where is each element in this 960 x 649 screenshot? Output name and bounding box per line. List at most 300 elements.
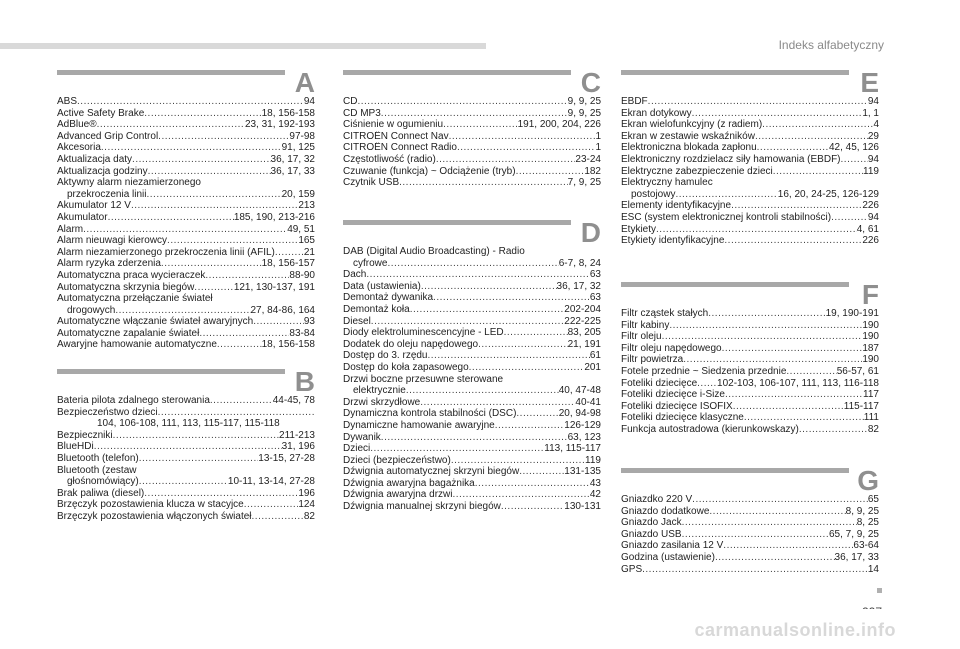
entry-pages: 40, 47-48 <box>558 385 601 397</box>
entry-pages: 49, 51 <box>287 223 315 235</box>
index-entry <box>621 235 879 247</box>
entry-term: Ekran wielofunkcyjny (z radiem) <box>621 119 763 131</box>
entry-pages: 36, 17, 33 <box>270 165 315 177</box>
entry-pages: 16, 20, 24-25, 126-129 <box>777 188 879 200</box>
section-header <box>621 278 879 308</box>
index-entry <box>57 224 315 236</box>
entry-leader-dots <box>210 395 273 407</box>
entry-term: Diesel <box>343 315 371 327</box>
entry-leader-dots <box>148 166 271 178</box>
entry-term: Bateria pilota zdalnego sterowania <box>57 395 210 406</box>
entry-pages: 190 <box>862 331 879 343</box>
entry-pages: 185, 190, 213-216 <box>233 211 315 223</box>
entry-term: Ciśnienie w ogumieniu <box>343 119 444 131</box>
entry-term: Brzęczyk pozostawienia włączonych świateł <box>57 510 252 522</box>
entry-pages: 93 <box>303 316 315 328</box>
entry-term: Dach <box>343 269 367 281</box>
entry-pages: 191, 200, 204, 226 <box>517 119 601 131</box>
section-header <box>621 464 879 494</box>
entry-pages: 187 <box>862 342 879 354</box>
entry-term: Filtr oleju <box>621 331 662 343</box>
section-letter: G <box>857 465 879 496</box>
index-entry <box>343 304 601 316</box>
entry-leader-dots <box>762 119 873 131</box>
index-entry <box>57 441 315 453</box>
index-entry <box>343 489 601 501</box>
index-entry <box>57 108 315 120</box>
entry-pages: 131-135 <box>564 466 601 478</box>
index-entry <box>343 142 601 154</box>
entry-leader-dots <box>161 258 262 270</box>
entry-pages: 182 <box>584 165 601 177</box>
entry-pages: 113, 115-117 <box>544 443 601 455</box>
entry-term: Filtr powietrza <box>621 354 684 366</box>
entry-term: Akumulator <box>57 211 108 223</box>
index-entry <box>57 247 315 259</box>
section-divider <box>621 282 849 287</box>
index-entry <box>57 154 315 166</box>
entry-leader-dots <box>443 119 518 131</box>
entry-leader-dots <box>370 443 544 455</box>
entry-term: Alarm ryzyka zderzenia <box>57 258 161 270</box>
entry-term: elektrycznie <box>353 385 406 397</box>
entry-term: Foteliki dziecięce ISOFIX <box>621 400 733 412</box>
index-entry <box>343 397 601 409</box>
entry-term: cyfrowe <box>353 257 388 269</box>
index-entry-continued: DAB (Digital Audio Broadcasting) - Radio <box>343 246 525 257</box>
index-entry <box>57 258 315 270</box>
entry-term: Brzęczyk pozostawienia klucza w stacyjce <box>57 499 244 511</box>
entry-pages: 61 <box>589 350 601 362</box>
entry-term: Czytnik USB <box>343 177 400 189</box>
entry-pages: 23, 31, 192-193 <box>244 119 315 131</box>
entry-term: Advanced Grip Control <box>57 130 159 142</box>
index-section-e <box>621 66 879 247</box>
entry-pages: 29 <box>867 130 879 142</box>
entry-pages: 10-11, 13-14, 27-28 <box>227 476 315 488</box>
entry-leader-dots <box>421 281 557 293</box>
entry-leader-dots <box>675 189 777 201</box>
entry-leader-dots <box>683 354 862 366</box>
entry-term: Bluetooth (telefon) <box>57 452 139 464</box>
index-entry-continued: 104, 106-108, 111, 113, 115-117, 115-118 <box>97 418 280 430</box>
index-entry <box>343 258 601 270</box>
index-entry <box>621 552 879 564</box>
entry-term: drogowych <box>67 304 116 316</box>
index-entry <box>621 343 879 355</box>
entry-leader-dots <box>799 424 868 436</box>
entry-pages: 8, 9, 25 <box>845 505 879 517</box>
entry-term: Elektryczne zabezpieczenie dzieci <box>621 165 773 177</box>
entry-pages: 82 <box>867 423 879 435</box>
index-entry <box>621 412 879 424</box>
index-entry <box>343 350 601 362</box>
entry-leader-dots <box>158 131 289 143</box>
index-entry <box>621 142 879 154</box>
entry-pages: 1, 1 <box>862 107 879 119</box>
index-entry-continued: Bluetooth (zestaw <box>57 464 137 476</box>
entry-leader-dots <box>786 366 836 378</box>
entry-pages: 202-204 <box>564 303 601 315</box>
entry-pages: 222-225 <box>564 315 601 327</box>
entry-leader-dots <box>406 385 559 397</box>
entry-leader-dots <box>744 412 864 424</box>
entry-term: Dywanik <box>343 431 381 443</box>
index-entry <box>343 443 601 455</box>
entry-pages: 196 <box>298 487 315 499</box>
entry-pages: 36, 17, 33 <box>834 551 879 563</box>
entry-leader-dots <box>469 362 585 374</box>
entry-leader-dots <box>97 119 245 131</box>
entry-pages: 91, 125 <box>281 142 315 154</box>
entry-pages: 111 <box>863 412 879 424</box>
entry-pages: 165 <box>298 235 315 247</box>
entry-term: głośnomówiący) <box>67 476 139 488</box>
index-entry <box>343 269 601 281</box>
entry-term: Dźwignia automatycznej skrzyni biegów <box>343 466 520 478</box>
index-entry <box>621 378 879 390</box>
index-entry <box>343 432 601 444</box>
entry-term: postojowy <box>631 188 676 200</box>
entry-pages: 18, 156-158 <box>261 107 315 119</box>
index-entry <box>621 200 879 212</box>
index-entry-continued: Automatyczna przełączanie świateł <box>57 293 213 305</box>
entry-leader-dots <box>436 154 576 166</box>
entry-term: Godzina (ustawienie) <box>621 551 715 563</box>
entry-pages: 63 <box>589 292 601 304</box>
index-entry <box>57 499 315 511</box>
entry-term: Dostęp do 3. rzędu <box>343 350 428 362</box>
entry-leader-dots <box>449 131 596 143</box>
index-entry <box>343 385 601 397</box>
entry-leader-dots <box>757 142 829 154</box>
entry-leader-dots <box>94 441 282 453</box>
entry-pages: 65 <box>867 494 879 505</box>
index-column-3 <box>621 66 879 575</box>
entry-leader-dots <box>475 478 590 490</box>
entry-term: AdBlue® <box>57 119 97 131</box>
entry-term: BlueHDi <box>57 441 94 453</box>
index-entry <box>621 366 879 378</box>
entry-term: Foteliki dziecięce klasyczne <box>621 412 744 424</box>
section-divider <box>343 220 571 225</box>
entry-pages: 94 <box>867 153 879 165</box>
index-entry <box>621 331 879 343</box>
index-entry <box>57 328 315 340</box>
section-divider <box>57 369 285 374</box>
index-entry <box>57 270 315 282</box>
index-entry <box>57 235 315 247</box>
entry-pages: 21, 191 <box>567 338 601 350</box>
entry-pages: 14 <box>867 563 879 575</box>
entry-pages: 42 <box>589 489 601 501</box>
entry-term: Dźwignia awaryjna bagażnika <box>343 477 475 489</box>
entry-term: Brak paliwa (diesel) <box>57 487 145 499</box>
entry-term: Elektroniczna blokada zapłonu <box>621 142 757 154</box>
entry-leader-dots <box>656 224 857 236</box>
entry-pages: 94 <box>867 211 879 223</box>
entry-pages: 18, 156-157 <box>261 258 315 270</box>
entry-leader-dots <box>722 343 863 355</box>
entry-term: Filtr oleju napędowego <box>621 342 722 354</box>
section-divider <box>343 70 571 75</box>
entry-term: Gniazdo zasilania 12 V <box>621 540 724 552</box>
index-entry <box>343 154 601 166</box>
index-entry <box>621 224 879 236</box>
entry-pages: 83, 205 <box>567 327 601 339</box>
index-section-f <box>621 278 879 436</box>
index-section-g <box>621 464 879 575</box>
section-header <box>343 66 601 96</box>
entry-leader-dots <box>841 154 868 166</box>
index-entry <box>57 166 315 178</box>
entry-pages: 83-84 <box>289 327 315 339</box>
entry-term: Drzwi skrzydłowe <box>343 396 421 408</box>
index-entry <box>57 212 315 224</box>
index-entry <box>343 478 601 490</box>
entry-leader-dots <box>733 401 844 413</box>
index-entry <box>621 166 879 178</box>
entry-leader-dots <box>115 305 250 317</box>
index-section-d <box>343 216 601 513</box>
entry-leader-dots <box>692 108 863 120</box>
entry-leader-dots <box>357 96 567 108</box>
entry-term: CITROËN Connect Radio <box>343 142 457 154</box>
index-entry <box>57 200 315 212</box>
entry-leader-dots <box>831 212 868 224</box>
entry-pages: 65, 7, 9, 25 <box>828 528 879 540</box>
index-entry <box>343 339 601 351</box>
watermark-text: carmanualsonline.info <box>694 620 896 640</box>
entry-pages: 20, 94-98 <box>558 408 601 420</box>
entry-pages: 43 <box>589 477 601 489</box>
entry-pages: 23-24 <box>575 153 601 165</box>
entry-pages: 102-103, 106-107, 111, 113, 116-118 <box>717 377 879 389</box>
entry-leader-dots <box>252 511 304 523</box>
index-entry <box>57 430 315 442</box>
entry-term: CD MP3 <box>343 107 381 119</box>
index-entry <box>57 316 315 328</box>
entry-leader-dots <box>648 96 868 108</box>
index-entry <box>621 131 879 143</box>
section-header <box>57 66 315 96</box>
entry-leader-dots <box>410 304 565 316</box>
section-divider <box>621 468 849 473</box>
section-header <box>621 66 879 96</box>
entry-term: Bezpieczeństwo dzieci <box>57 406 158 418</box>
index-entry <box>57 96 315 108</box>
entry-pages: 63-64 <box>853 540 879 552</box>
entry-leader-dots <box>516 408 558 420</box>
index-entry <box>57 282 315 294</box>
index-entry <box>621 424 879 436</box>
header-bar <box>0 43 486 49</box>
entry-term: Dźwignia awaryjna drzwi <box>343 489 453 501</box>
entry-leader-dots <box>167 235 298 247</box>
entry-leader-dots <box>433 292 590 304</box>
index-section-b <box>57 365 315 523</box>
index-entry <box>343 292 601 304</box>
entry-pages: 63, 123 <box>567 431 601 443</box>
entry-term: Dzieci <box>343 443 371 455</box>
entry-term: Alarm nieuwagi kierowcy <box>57 235 168 247</box>
page-marker <box>877 588 882 593</box>
index-entry <box>343 362 601 374</box>
entry-term: Ekran dotykowy <box>621 107 692 119</box>
entry-term: Filtr cząstek stałych <box>621 308 709 319</box>
index-entry-continued: Elektryczny hamulec <box>621 177 713 189</box>
entry-leader-dots <box>101 142 282 154</box>
index-entry <box>621 506 879 518</box>
entry-leader-dots <box>451 455 585 467</box>
entry-term: Automatyczne zapalanie świateł <box>57 327 200 339</box>
index-entry <box>57 131 315 143</box>
entry-term: Automatyczna skrzynia biegów <box>57 281 195 293</box>
index-entry <box>343 316 601 328</box>
index-entry <box>343 281 601 293</box>
entry-leader-dots <box>428 350 590 362</box>
entry-pages: 119 <box>585 454 601 466</box>
entry-leader-dots <box>755 131 868 143</box>
entry-leader-dots <box>452 489 589 501</box>
entry-leader-dots <box>697 378 717 390</box>
index-section-a <box>57 66 315 351</box>
index-entry <box>57 476 315 488</box>
entry-term: Funkcja autostradowa (kierunkowskazy) <box>621 423 799 435</box>
entry-term: Demontaż koła <box>343 303 410 315</box>
entry-leader-dots <box>275 247 304 259</box>
entry-term: Aktualizacja daty <box>57 153 133 165</box>
section-letter: E <box>860 67 879 98</box>
entry-pages: 21 <box>303 246 315 258</box>
entry-leader-dots <box>516 166 585 178</box>
index-entry <box>343 408 601 420</box>
entry-term: EBDF <box>621 96 648 107</box>
entry-term: Elektroniczny rozdzielacz siły hamowania (EBDF) <box>621 153 841 165</box>
entry-term: Alarm niezamierzonego przekroczenia linii (AFIL) <box>57 246 275 258</box>
entry-term: Etykiety identyfikacyjne <box>621 235 725 247</box>
entry-leader-dots <box>194 282 234 294</box>
entry-leader-dots <box>371 316 565 328</box>
index-entry-continued: Drzwi boczne przesuwne sterowane <box>343 373 504 385</box>
entry-leader-dots <box>253 316 304 328</box>
entry-term: Data (ustawienia) <box>343 280 421 292</box>
entry-pages: 124 <box>298 499 315 511</box>
entry-leader-dots <box>682 529 829 541</box>
entry-leader-dots <box>381 108 568 120</box>
index-entry <box>621 212 879 224</box>
index-entry <box>343 466 601 478</box>
entry-term: Ekran w zestawie wskaźników <box>621 130 755 142</box>
entry-term: Dzieci (bezpieczeństwo) <box>343 454 451 466</box>
entry-leader-dots <box>725 389 863 401</box>
entry-pages: 6-7, 8, 24 <box>558 257 601 269</box>
entry-leader-dots <box>205 270 289 282</box>
entry-term: Foteliki dziecięce <box>621 377 698 389</box>
entry-leader-dots <box>669 320 862 332</box>
entry-pages: 1 <box>595 142 601 154</box>
index-entry <box>57 511 315 523</box>
index-entry <box>621 154 879 166</box>
entry-leader-dots <box>146 189 281 201</box>
entry-pages: 94 <box>867 96 879 107</box>
entry-leader-dots <box>457 142 596 154</box>
index-entry <box>343 327 601 339</box>
index-entry <box>621 119 879 131</box>
entry-leader-dots <box>131 200 298 212</box>
entry-leader-dots <box>495 420 565 432</box>
index-column-1 <box>57 66 315 566</box>
index-entry <box>343 166 601 178</box>
entry-leader-dots <box>709 506 845 518</box>
entry-term: Dynamiczne hamowanie awaryjne <box>343 419 495 431</box>
entry-term: CITROËN Connect Nav <box>343 130 449 142</box>
entry-pages: 226 <box>862 235 879 247</box>
index-entry <box>57 453 315 465</box>
index-column-2 <box>343 66 601 566</box>
entry-term: Czuwanie (funkcja) ~ Odciążenie (tryb) <box>343 165 516 177</box>
entry-leader-dots <box>504 327 568 339</box>
entry-term: CD <box>343 96 358 107</box>
entry-term: Bezpieczniki <box>57 429 113 441</box>
index-entry-continued: Aktywny alarm niezamierzonego <box>57 177 201 189</box>
entry-leader-dots <box>158 407 315 419</box>
entry-pages: 115-117 <box>843 400 879 412</box>
entry-pages: 211-213 <box>279 429 315 441</box>
entry-leader-dots <box>139 476 228 488</box>
entry-leader-dots <box>366 269 590 281</box>
entry-leader-dots <box>682 517 857 529</box>
index-entry <box>343 455 601 467</box>
entry-pages: 9, 9, 25 <box>567 107 601 119</box>
page-title: Indeks alfabetyczny <box>778 38 884 52</box>
entry-term: Fotele przednie ~ Siedzenia przednie <box>621 365 787 377</box>
entry-term: Active Safety Brake <box>57 107 145 119</box>
entry-term: Awaryjne hamowanie automatyczne <box>57 339 217 351</box>
entry-pages: 9, 9, 25 <box>567 96 601 107</box>
index-entry <box>621 354 879 366</box>
entry-pages: 94 <box>303 96 315 107</box>
entry-term: Diody elektroluminescencyjne - LED <box>343 327 504 339</box>
index-entry <box>621 494 879 506</box>
entry-leader-dots <box>642 564 868 576</box>
entry-pages: 117 <box>863 389 879 401</box>
entry-pages: 82 <box>303 510 315 522</box>
entry-term: Demontaż dywanika <box>343 292 434 304</box>
section-header <box>343 216 601 246</box>
entry-leader-dots <box>715 552 835 564</box>
entry-term: Elementy identyfikacyjne <box>621 200 732 212</box>
entry-pages: 130-131 <box>564 501 601 513</box>
entry-term: przekroczenia linii <box>67 188 147 200</box>
entry-pages: 27, 84-86, 164 <box>250 304 315 316</box>
entry-leader-dots <box>723 540 853 552</box>
index-entry <box>343 108 601 120</box>
entry-term: Gniazdo USB <box>621 528 682 540</box>
entry-pages: 31, 196 <box>281 441 315 453</box>
entry-leader-dots <box>478 339 568 351</box>
index-entry <box>621 401 879 413</box>
entry-leader-dots <box>724 235 862 247</box>
entry-pages: 19, 190-191 <box>825 308 879 319</box>
section-letter: B <box>294 366 315 397</box>
entry-leader-dots <box>132 154 270 166</box>
entry-pages: 121, 130-137, 191 <box>233 281 315 293</box>
entry-pages: 119 <box>863 165 879 177</box>
entry-term: Dźwignia manualnej skrzyni biegów <box>343 501 501 513</box>
entry-pages: 4 <box>873 119 879 131</box>
entry-pages: 126-129 <box>564 419 601 431</box>
